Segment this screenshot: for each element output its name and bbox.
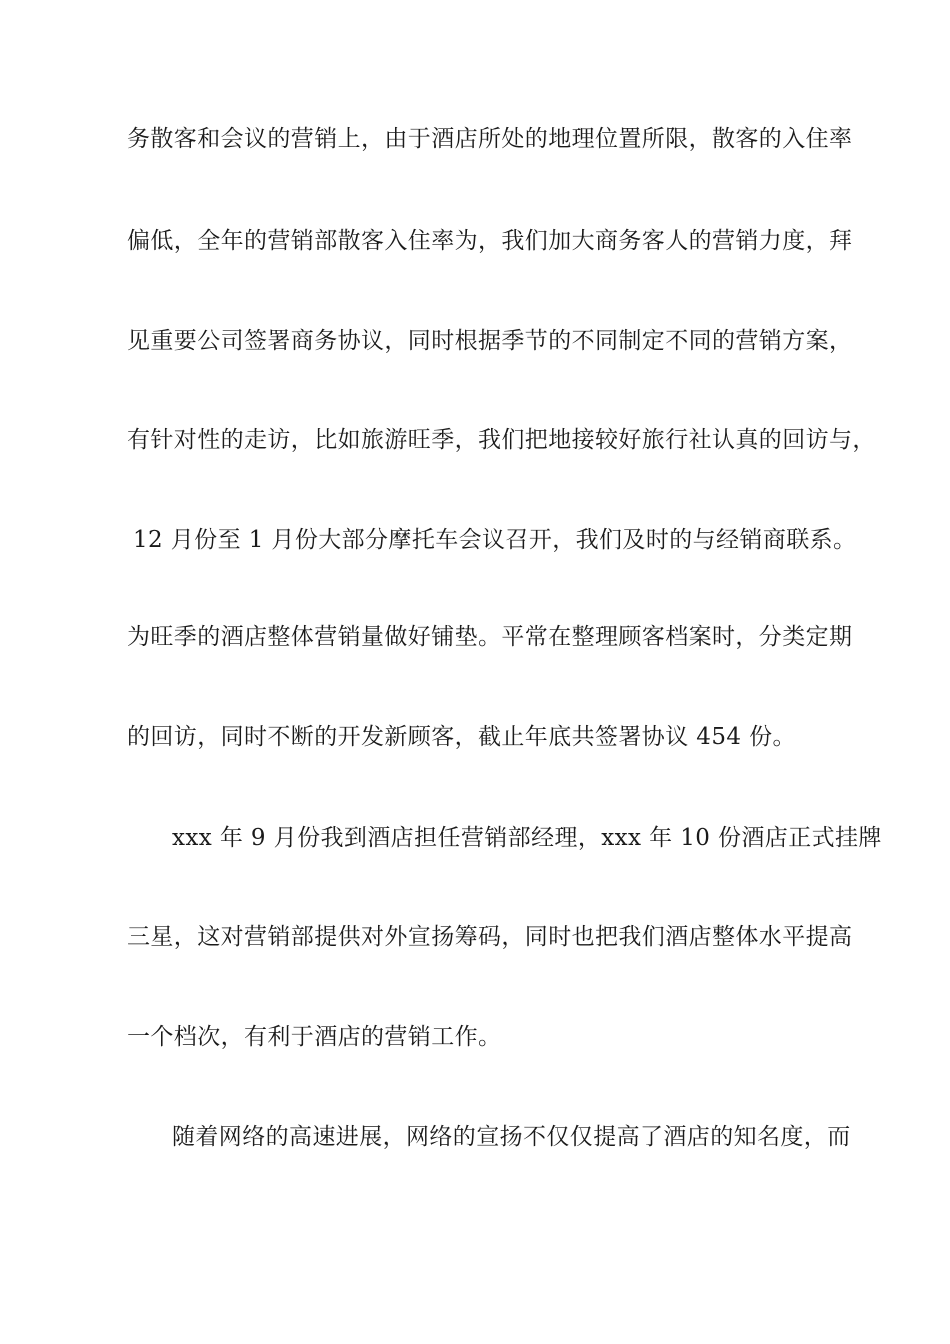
text-line: 三星，这对营销部提供对外宣扬筹码，同时也把我们酒店整体水平提高 [127, 924, 853, 950]
text-line: 为旺季的酒店整体营销量做好铺垫。平常在整理顾客档案时，分类定期 [127, 624, 853, 650]
paragraph-first-line: xxx 年 9 月份我到酒店担任营销部经理，xxx 年 10 份酒店正式挂牌 [172, 825, 882, 851]
paragraph-first-line: 随着网络的高速进展，网络的宣扬不仅仅提高了酒店的知名度，而 [172, 1124, 851, 1150]
text-line: 一个档次，有利于酒店的营销工作。 [127, 1024, 502, 1050]
text-line: 见重要公司签署商务协议，同时根据季节的不同制定不同的营销方案， [127, 328, 853, 354]
text-line: 的回访，同时不断的开发新顾客，截止年底共签署协议 454 份。 [127, 724, 796, 750]
text-line: 偏低，全年的营销部散客入住率为，我们加大商务客人的营销力度，拜 [127, 228, 853, 254]
text-line: 务散客和会议的营销上，由于酒店所处的地理位置所限，散客的入住率 [127, 126, 853, 152]
text-line: 有针对性的走访，比如旅游旺季，我们把地接较好旅行社认真的回访与， [127, 427, 876, 453]
text-line: 12 月份至 1 月份大部分摩托车会议召开，我们及时的与经销商联系。 [133, 527, 857, 553]
